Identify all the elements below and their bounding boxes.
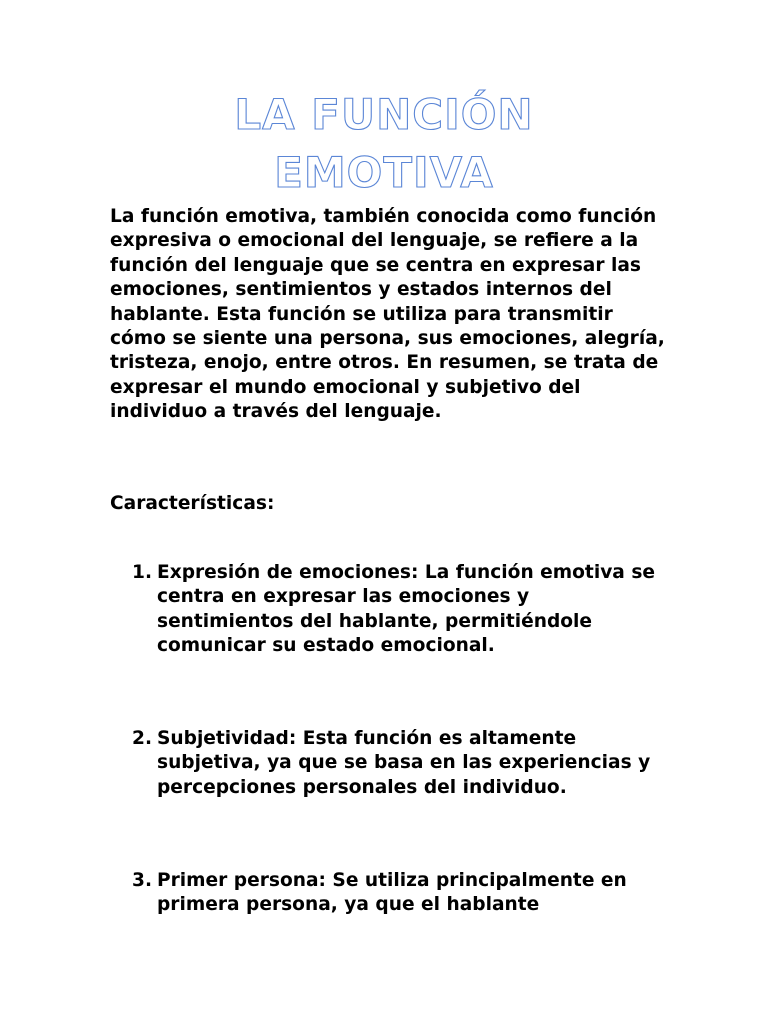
list-item-number: 3.	[132, 870, 153, 891]
title-line-2: EMOTIVA	[274, 148, 494, 197]
page-title	[0, 86, 768, 202]
intro-paragraph: La función emotiva, también conocida como función expresiva o emocional del lenguaje, se refiere a la función del lenguaje que se centra en expresar las emociones, sentimientos y estados internos del hablante. Esta función se utiliza para transmitir cómo se siente una persona, sus emociones, alegría, tristeza, enojo, entre otros. En resumen, se trata de expresar el mundo emocional y subjetivo del individuo a través del lenguaje.	[110, 206, 665, 423]
characteristics-heading: Características:	[110, 493, 275, 514]
list-item-text: Subjetividad: Esta función es altamente subjetiva, ya que se basa en las experiencias y percepciones personales del individuo.	[157, 728, 651, 798]
list-item-number: 1.	[132, 562, 153, 583]
list-item-text: Expresión de emociones: La función emotiva se centra en expresar las emociones y sentimientos del hablante, permitiéndole comunicar su estado emocional.	[157, 562, 656, 657]
list-item-text: Primer persona: Se utiliza principalmente en primera persona, ya que el hablante	[157, 870, 627, 916]
list-item-number: 2.	[132, 728, 153, 749]
title-line-1: LA FUNCIÓN	[234, 90, 534, 139]
list-item	[132, 561, 672, 659]
list-item	[132, 869, 672, 918]
list-item	[132, 727, 672, 800]
